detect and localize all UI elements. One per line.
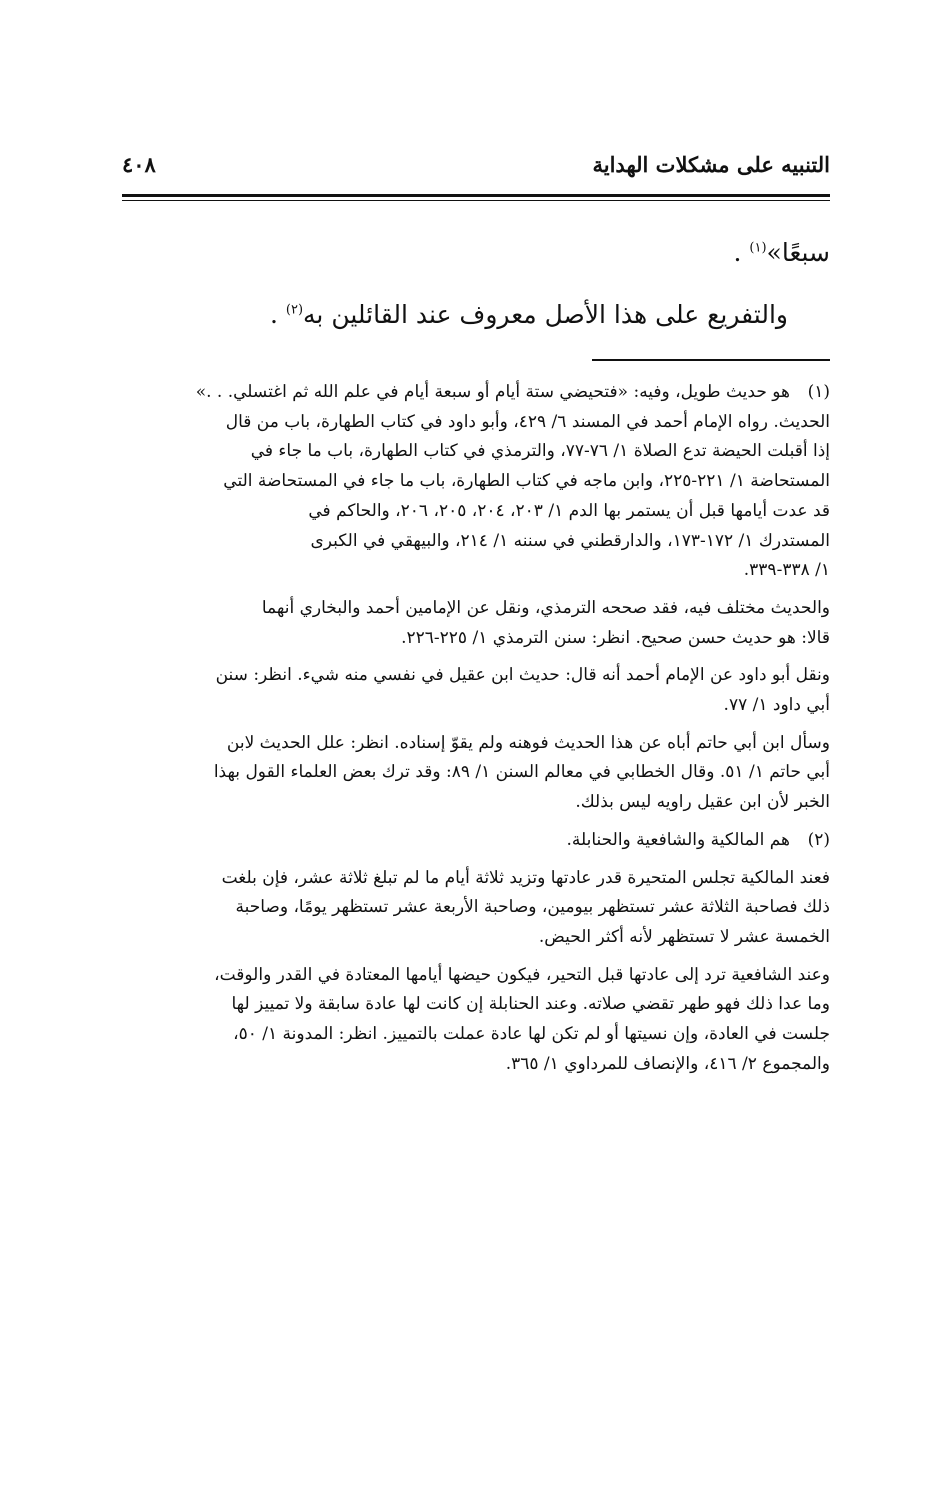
paragraph-gap bbox=[122, 1079, 790, 1087]
footnote-line: أبي داود ١/ ٧٧. bbox=[723, 695, 830, 716]
footnote-line: قد عدت أيامها قبل أن يستمر بها الدم ١/ ٢٠٣، ٢٠٤، ٢٠٥، ٢٠٦، والحاكم في bbox=[308, 500, 830, 521]
main-line-2-end: . bbox=[269, 300, 278, 329]
footnote-paragraph bbox=[122, 594, 830, 653]
footnote-line: جلست في العادة، وإن نسيتها أو لم تكن لها عادة عملت بالتمييز. انظر: المدونة ١/ ٥٠، bbox=[233, 1024, 830, 1045]
footnote-paragraph bbox=[122, 661, 830, 720]
header-rule-thin bbox=[122, 200, 830, 201]
footnote-ref-2[interactable]: (٢) bbox=[285, 302, 304, 318]
footnote-line: والحديث مختلف فيه، فقد صححه الترمذي، ونقل عن الإمامين أحمد والبخاري أنهما bbox=[261, 597, 830, 618]
footnote-number: (١) bbox=[807, 382, 830, 402]
paragraph-gap bbox=[122, 721, 790, 729]
footnote-2 bbox=[122, 826, 830, 1088]
paragraph-gap bbox=[122, 856, 790, 864]
footnote-line: ونقل أبو داود عن الإمام أحمد أنه قال: حديث ابن عقيل في نفسي منه شيء. انظر: سنن bbox=[215, 665, 830, 686]
footnote-line: وسأل ابن أبي حاتم أباه عن هذا الحديث فوهنه ولم يقوّ إسناده. انظر: علل الحديث لابن bbox=[226, 732, 830, 753]
footnote-1 bbox=[122, 378, 830, 826]
book-title: التنبيه على مشكلات الهداية bbox=[592, 152, 830, 177]
footnote-paragraph bbox=[122, 961, 830, 1080]
footnote-line: وعند الشافعية ترد إلى عادتها قبل التحير، فيكون حيضها أيامها المعتادة في القدر والوقت، bbox=[214, 964, 830, 985]
footnote-ref-1[interactable]: (١) bbox=[749, 240, 767, 256]
paragraph-gap bbox=[122, 953, 790, 961]
footnote-line: ١/ ٣٣٨-٣٣٩. bbox=[743, 560, 830, 581]
running-header bbox=[122, 152, 830, 182]
footnote-number: (٢) bbox=[807, 829, 830, 850]
footnote-paragraph bbox=[122, 864, 830, 953]
paragraph-gap bbox=[122, 653, 790, 661]
main-line-1 bbox=[122, 238, 830, 290]
main-line-1-text: سبعًا» bbox=[766, 238, 830, 267]
footnote-paragraph bbox=[122, 826, 790, 856]
footnote-line: هو حديث طويل، وفيه: «فتحيضي ستة أيام أو سبعة أيام في علم الله ثم اغتسلي. . .» bbox=[195, 382, 790, 402]
footnote-line: الحديث. رواه الإمام أحمد في المسند ٦/ ٤٢٩، وأبو داود في كتاب الطهارة، باب من قال bbox=[225, 411, 830, 432]
footnote-paragraph bbox=[122, 378, 830, 586]
footnote-line: المستحاضة ١/ ٢٢١-٢٢٥، وابن ماجه في كتاب الطهارة، باب ما جاء في المستحاضة التي bbox=[223, 471, 830, 492]
footnote-separator bbox=[592, 359, 830, 361]
footnote-line: أبي حاتم ١/ ٥١. وقال الخطابي في معالم السنن ١/ ٨٩: وقد ترك بعض العلماء القول بهذا bbox=[213, 762, 830, 783]
footnote-line: وما عدا ذلك فهو طهر تقضي صلاته. وعند الحنابلة إن كانت لها عادة سابقة ولا تمييز لها bbox=[231, 994, 830, 1015]
main-line-1-end: . bbox=[733, 238, 742, 267]
header-rule-thick bbox=[122, 194, 830, 197]
main-text bbox=[122, 238, 830, 329]
footnote-line: إذا أقبلت الحيضة تدع الصلاة ١/ ٧٦-٧٧، والترمذي في كتاب الطهارة، باب ما جاء في bbox=[250, 441, 830, 462]
page-number: ٤٠٨ bbox=[122, 152, 156, 177]
footnote-line: الخمسة عشر لا تستظهر لأنه أكثر الحيض. bbox=[538, 926, 830, 947]
footnote-paragraph bbox=[122, 729, 830, 818]
footnote-line: هم المالكية والشافعية والحنابلة. bbox=[566, 829, 790, 850]
footnote-line: والمجموع ٢/ ٤١٦، والإنصاف للمرداوي ١/ ٣٦٥. bbox=[505, 1053, 830, 1074]
main-line-2 bbox=[122, 300, 830, 329]
footnote-line: قالا: هو حديث حسن صحيح. انظر: سنن الترمذي ١/ ٢٢٥-٢٢٦. bbox=[401, 627, 830, 648]
footnote-line: ذلك فصاحبة الثلاثة عشر تستظهر بيومين، وصاحبة الأربعة عشر تستظهر يومًا، وصاحبة bbox=[235, 897, 830, 918]
footnote-line: المستدرك ١/ ١٧٢-١٧٣، والدارقطني في سننه ١/ ٢١٤، والبيهقي في الكبرى bbox=[310, 530, 830, 551]
footnote-line: فعند المالكية تجلس المتحيرة قدر عادتها وتزيد ثلاثة أيام ما لم تبلغ ثلاثة عشر، فإن بلغت bbox=[221, 867, 830, 888]
paragraph-gap bbox=[122, 818, 790, 826]
main-line-2-text: والتفريع على هذا الأصل معروف عند القائلين به bbox=[303, 300, 788, 329]
paragraph-gap bbox=[122, 586, 790, 594]
footnotes bbox=[122, 378, 830, 1087]
footnote-line: الخبر لأن ابن عقيل راويه ليس بذلك. bbox=[575, 792, 830, 813]
